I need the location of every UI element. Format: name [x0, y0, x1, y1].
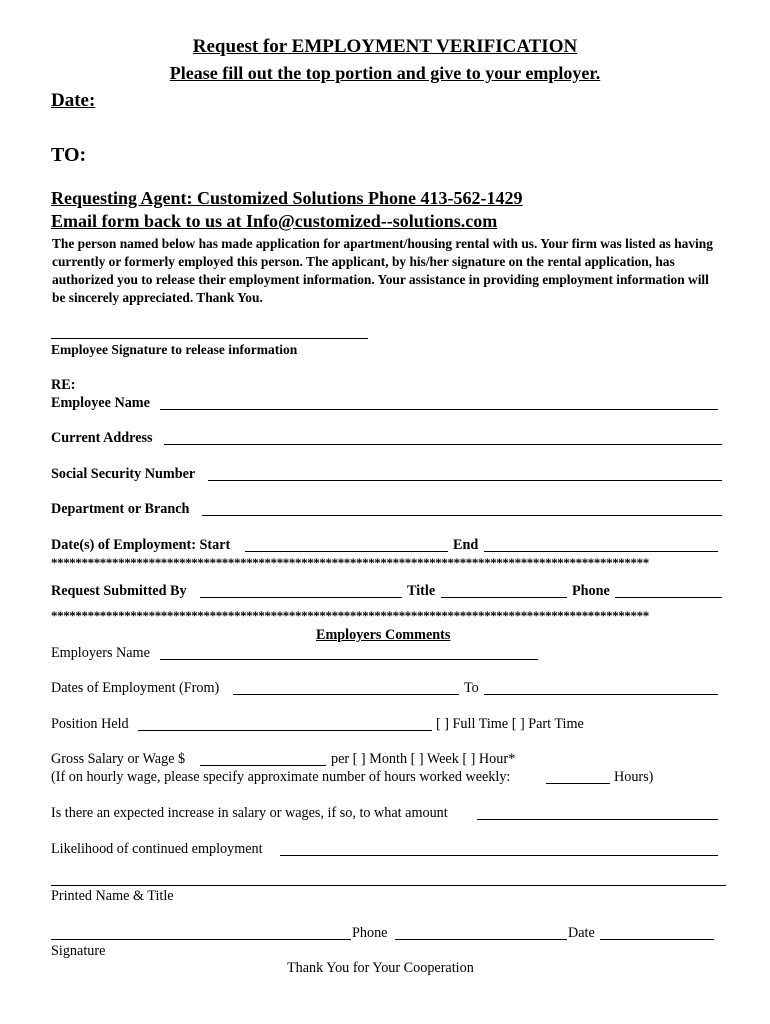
dates-end-label: End [453, 537, 479, 553]
hours-field[interactable] [546, 783, 610, 784]
hours-label: Hours) [614, 769, 654, 785]
increase-label: Is there an expected increase in salary or wages, if so, to what amount [51, 805, 448, 821]
likelihood-field[interactable] [280, 855, 718, 856]
form-subtitle: Please fill out the top portion and give to your employer. [169, 63, 601, 83]
phone-field[interactable] [615, 597, 722, 598]
agent-email: Email form back to us at Info@customized--solutions.com [51, 211, 498, 231]
signature-phone-label: Phone [352, 925, 388, 941]
printed-name-label: Printed Name & Title [51, 888, 174, 904]
current-address-label: Current Address [51, 430, 153, 446]
separator-1: ************************************************************************************************** [51, 555, 649, 570]
salary-period-options[interactable]: per [ ] Month [ ] Week [ ] Hour* [331, 751, 516, 767]
likelihood-label: Likelihood of continued employment [51, 841, 263, 857]
request-by-label: Request Submitted By [51, 583, 187, 599]
signature-phone-field[interactable] [395, 939, 567, 940]
title-field[interactable] [441, 597, 567, 598]
department-label: Department or Branch [51, 501, 190, 517]
employee-signature-label: Employee Signature to release information [51, 342, 298, 357]
dates-to-label: To [464, 680, 479, 696]
employee-name-label: Employee Name [51, 395, 150, 411]
employee-signature-line[interactable] [51, 338, 368, 339]
separator-2: ************************************************************************************************** [51, 608, 649, 623]
dates-start-label: Date(s) of Employment: Start [51, 537, 231, 553]
signature-date-label: Date [568, 925, 595, 941]
dates-from-field[interactable] [233, 694, 459, 695]
re-label: RE: [51, 377, 76, 393]
dates-start-field[interactable] [245, 551, 448, 552]
position-label: Position Held [51, 716, 129, 732]
dates-to-field[interactable] [484, 694, 718, 695]
title-label: Title [407, 583, 436, 599]
signature-date-field[interactable] [600, 939, 714, 940]
employers-name-field[interactable] [160, 659, 538, 660]
signature-field[interactable] [51, 939, 351, 940]
employers-comments-heading: Employers Comments [316, 627, 451, 643]
fulltime-parttime-options[interactable]: [ ] Full Time [ ] Part Time [436, 716, 584, 732]
to-label: TO: [51, 144, 87, 166]
printed-name-line[interactable] [51, 885, 726, 886]
department-field[interactable] [202, 515, 722, 516]
requesting-agent: Requesting Agent: Customized Solutions Phone 413-562-1429 [51, 188, 523, 208]
salary-field[interactable] [200, 765, 326, 766]
notice-paragraph: The person named below has made application for apartment/housing rental with us. Your firm was listed as having currently or formerly employed this person. The applicant, by his/her signature on the rental application, has authorized you to release their employment information. Your assistance in providing employment information will be sincerely appreciated. Thank You. [52, 236, 713, 305]
position-field[interactable] [138, 730, 432, 731]
current-address-field[interactable] [164, 444, 722, 445]
request-by-field[interactable] [200, 597, 402, 598]
date-label: Date: [51, 90, 96, 111]
hourly-note: (If on hourly wage, please specify approximate number of hours worked weekly: [51, 769, 511, 785]
dates-from-label: Dates of Employment (From) [51, 680, 220, 696]
ssn-field[interactable] [208, 480, 722, 481]
signature-label: Signature [51, 943, 106, 959]
dates-end-field[interactable] [484, 551, 718, 552]
employee-name-field[interactable] [160, 409, 718, 410]
ssn-label: Social Security Number [51, 466, 196, 482]
phone-label: Phone [572, 583, 610, 599]
salary-label: Gross Salary or Wage $ [51, 751, 186, 767]
thank-you-note: Thank You for Your Cooperation [287, 960, 474, 976]
increase-field[interactable] [477, 819, 718, 820]
form-title: Request for EMPLOYMENT VERIFICATION [192, 36, 578, 57]
employers-name-label: Employers Name [51, 645, 150, 661]
